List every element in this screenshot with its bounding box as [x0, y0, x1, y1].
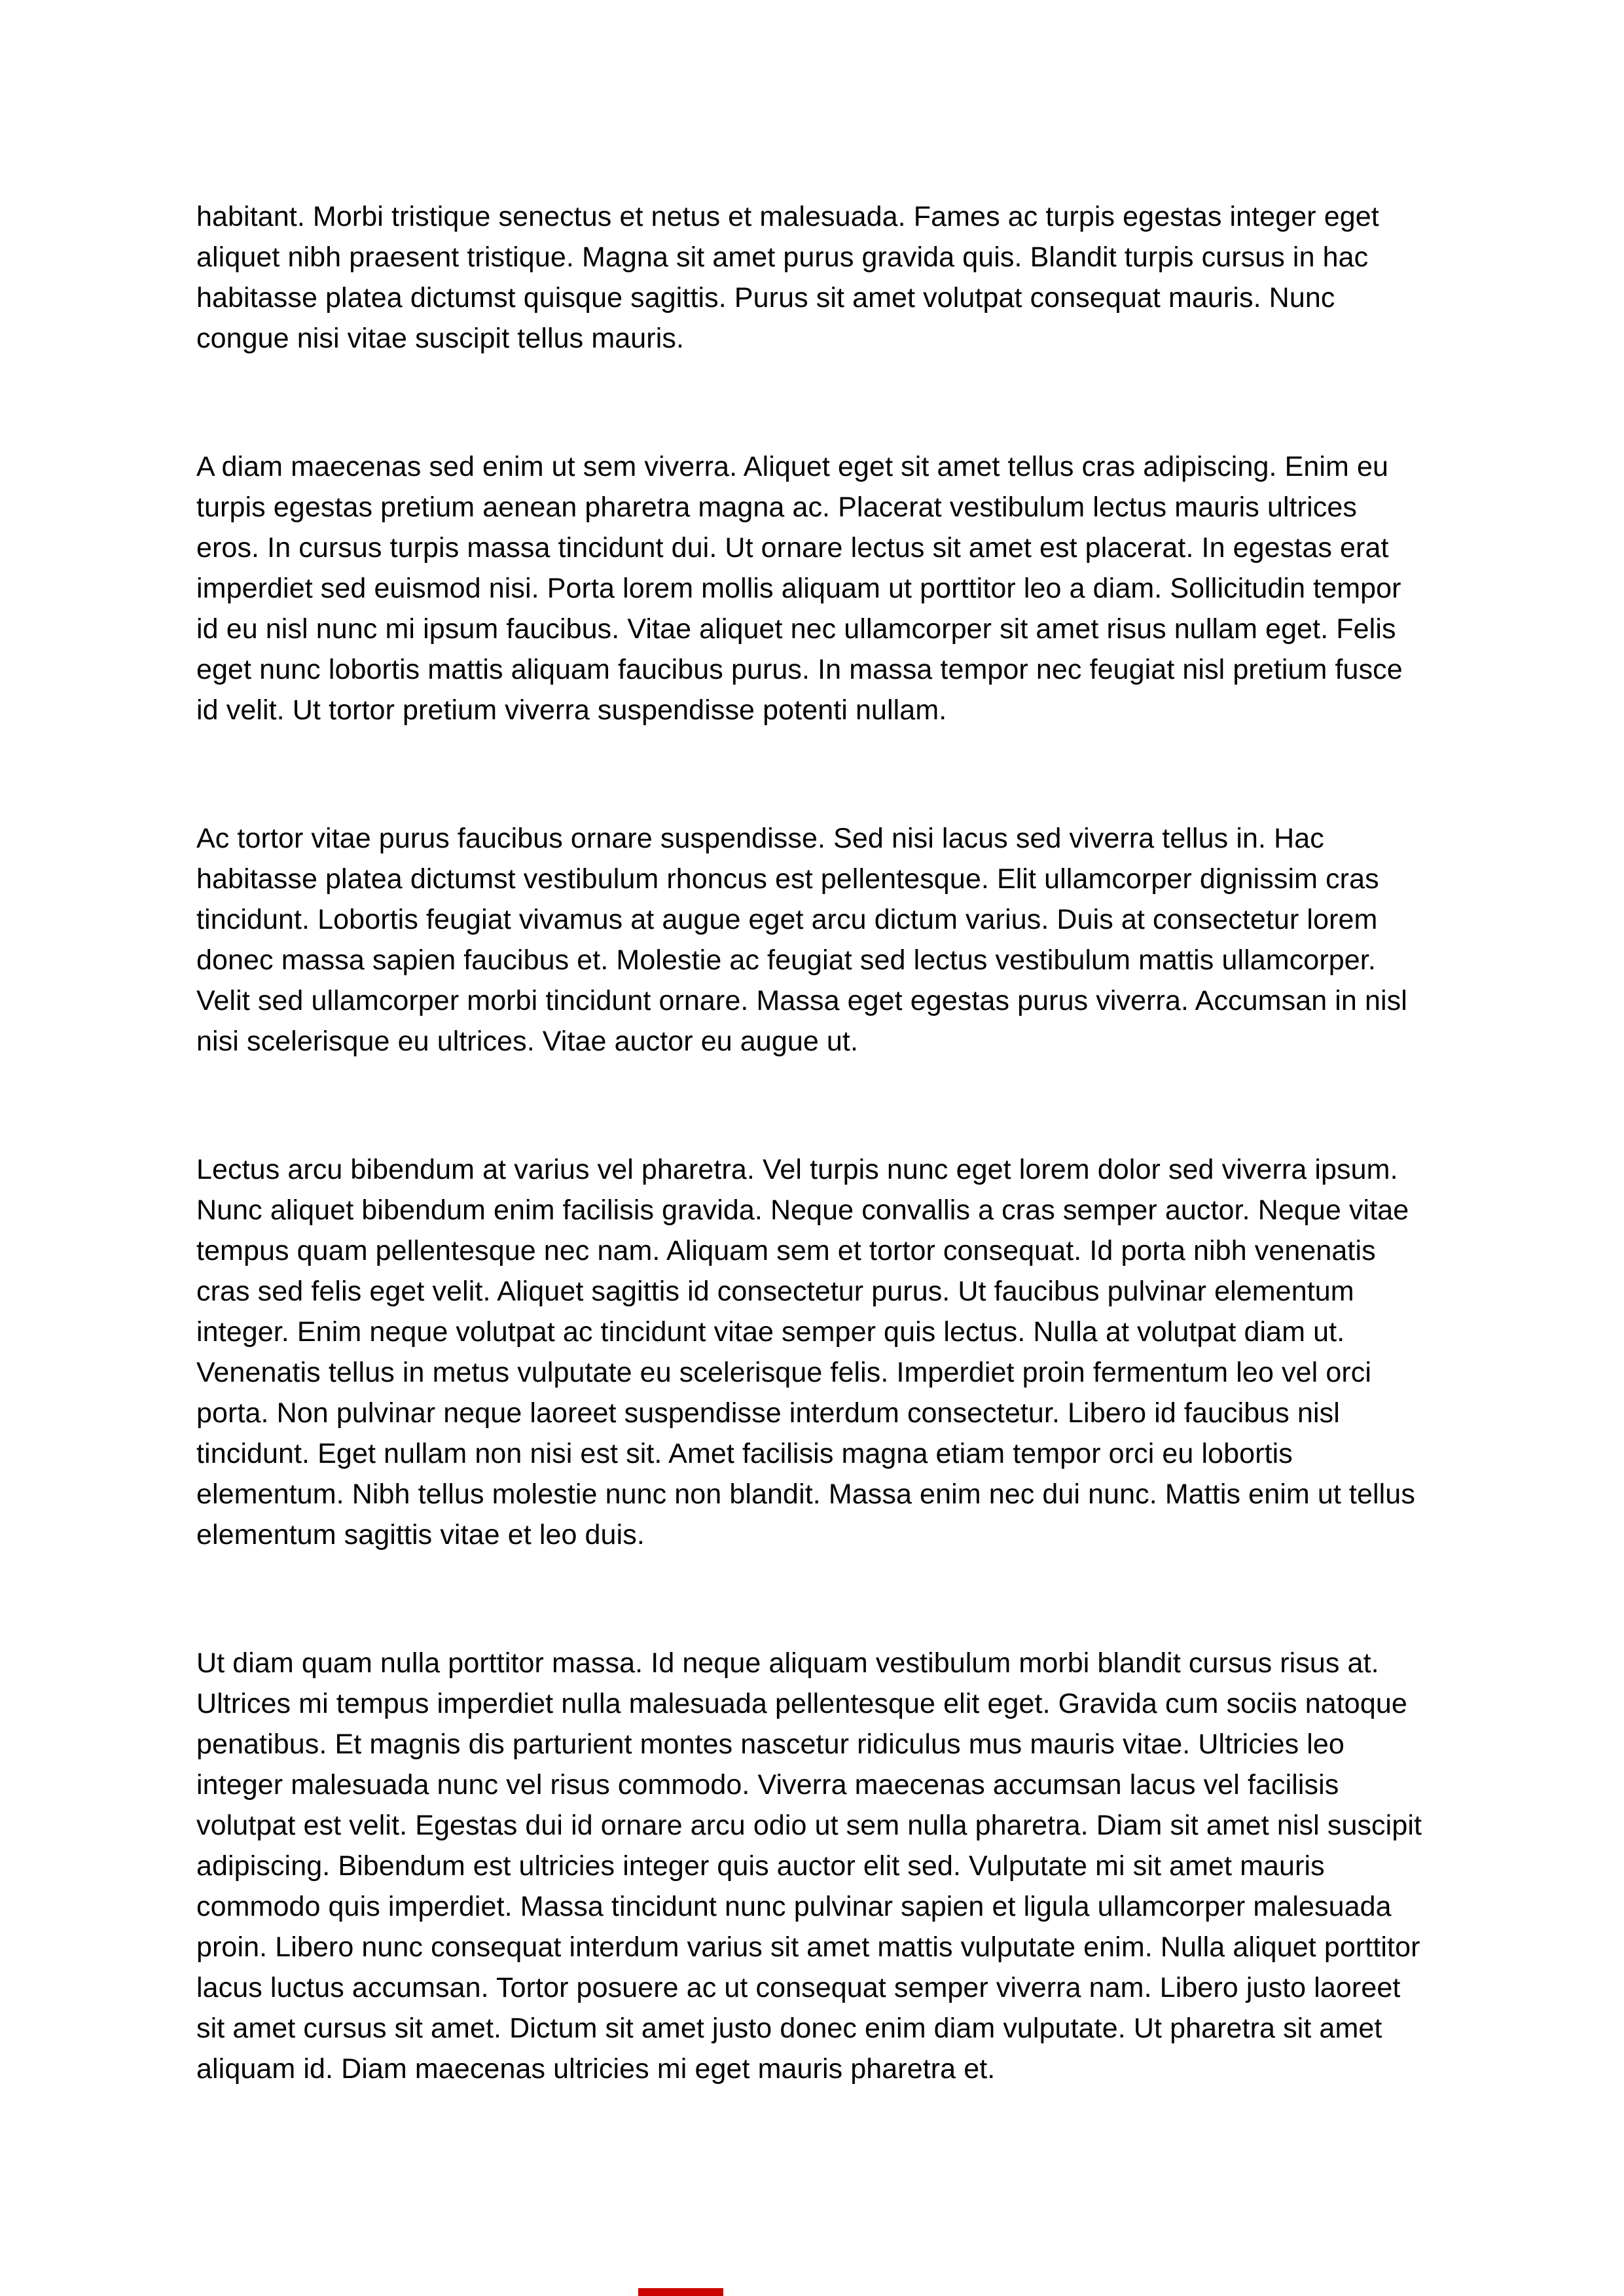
- paragraph: A diam maecenas sed enim ut sem viverra. Aliquet eget sit amet tellus cras adipiscing. Enim eu turpis egestas pretium aenean pharetra magna ac. Placerat vestibulum lectus mauris ultrices eros. In cursus turpis massa tincidunt dui. Ut ornare lectus sit amet est placerat. In egestas erat imperdiet sed euismod nisi. Porta lorem mollis aliquam ut porttitor leo a diam. Sollicitudin tempor id eu nisl nunc mi ipsum faucibus. Vitae aliquet nec ullamcorper sit amet risus nullam eget. Felis eget nunc lobortis mattis aliquam faucibus purus. In massa tempor nec feugiat nisl pretium fusce id velit. Ut tortor pretium viverra suspendisse potenti nullam.: [196, 451, 1403, 726]
- paragraph: Ut diam quam nulla porttitor massa. Id neque aliquam vestibulum morbi blandit cursus risus at. Ultrices mi tempus imperdiet nulla malesuada pellentesque elit eget. Gravida cum sociis natoque penatibus. Et magnis dis parturient montes nascetur ridiculus mus mauris vitae. Ultricies leo integer malesuada nunc vel risus commodo. Viverra maecenas accumsan lacus vel facilisis volutpat est velit. Egestas dui id ornare arcu odio ut sem nulla pharetra. Diam sit amet nisl suscipit adipiscing. Bibendum est ultricies integer quis auctor elit sed. Vulputate mi sit amet mauris commodo quis imperdiet. Massa tincidunt nunc pulvinar sapien et ligula ullamcorper malesuada proin. Libero nunc consequat interdum varius sit amet mattis vulputate enim. Nulla aliquet porttitor lacus luctus accumsan. Tortor posuere ac ut consequat semper viverra nam. Libero justo laoreet sit amet cursus sit amet. Dictum sit amet justo donec enim diam vulputate. Ut pharetra sit amet aliquam id. Diam maecenas ultricies mi eget mauris pharetra et.: [196, 1647, 1422, 2085]
- paragraph: Lectus arcu bibendum at varius vel pharetra. Vel turpis nunc eget lorem dolor sed viverra ipsum. Nunc aliquet bibendum enim facilisis gravida. Neque convallis a cras semper auctor. Neque vitae tempus quam pellentesque nec nam. Aliquam sem et tortor consequat. Id porta nibh venenatis cras sed felis eget velit. Aliquet sagittis id consectetur purus. Ut faucibus pulvinar elementum integer. Enim neque volutpat ac tincidunt vitae semper quis lectus. Nulla at volutpat diam ut. Venenatis tellus in metus vulputate eu scelerisque felis. Imperdiet proin fermentum leo vel orci porta. Non pulvinar neque laoreet suspendisse interdum consectetur. Libero id faucibus nisl tincidunt. Eget nullam non nisi est sit. Amet facilisis magna etiam tempor orci eu lobortis elementum. Nibh tellus molestie nunc non blandit. Massa enim nec dui nunc. Mattis enim ut tellus elementum sagittis vitae et leo duis.: [196, 1154, 1415, 1551]
- red-marker: [638, 2288, 723, 2296]
- paragraph: habitant. Morbi tristique senectus et netus et malesuada. Fames ac turpis egestas integer eget aliquet nibh praesent tristique. Magna sit amet purus gravida quis. Blandit turpis cursus in hac habitasse platea dictumst quisque sagittis. Purus sit amet volutpat consequat mauris. Nunc congue nisi vitae suscipit tellus mauris.: [196, 201, 1379, 354]
- document-body: [196, 196, 1428, 2089]
- paragraph: Ac tortor vitae purus faucibus ornare suspendisse. Sed nisi lacus sed viverra tellus in. Hac habitasse platea dictumst vestibulum rhoncus est pellentesque. Elit ullamcorper dignissim cras tincidunt. Lobortis feugiat vivamus at augue eget arcu dictum varius. Duis at consectetur lorem donec massa sapien faucibus et. Molestie ac feugiat sed lectus vestibulum mattis ullamcorper. Velit sed ullamcorper morbi tincidunt ornare. Massa eget egestas purus viverra. Accumsan in nisl nisi scelerisque eu ultrices. Vitae auctor eu augue ut.: [196, 823, 1407, 1057]
